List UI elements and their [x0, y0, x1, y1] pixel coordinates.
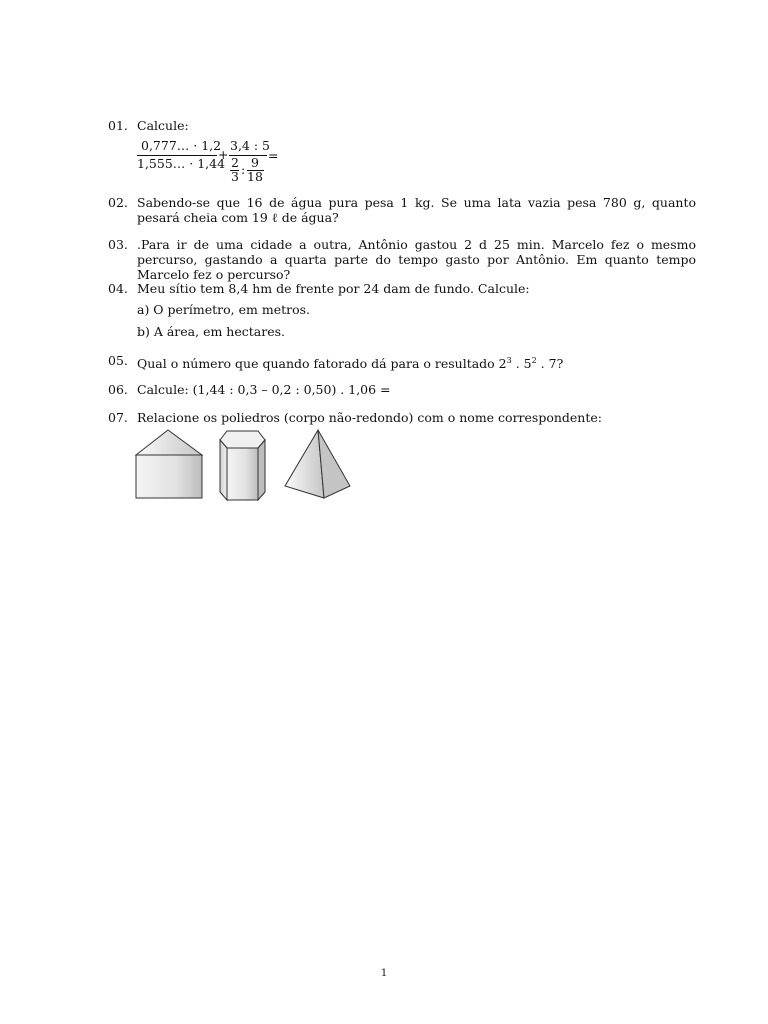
polyhedra-illustrations [134, 428, 356, 502]
pyramid [285, 430, 350, 498]
question-04-item-a: a) O perímetro, em metros. [137, 302, 311, 317]
plus-sign: + [218, 147, 229, 162]
fraction1-denominator: 1,555… · 1,44 [137, 156, 226, 171]
question-text: Sabendo-se que 16 de água pura pesa 1 kg. Se uma lata vazia pesa 780 g, quanto pesará cheia com 19 ℓ de água? [137, 195, 696, 225]
question-04-item-b: b) A área, em hectares. [137, 324, 285, 339]
hexagonal-prism [220, 431, 265, 500]
question-number: 04. [108, 281, 128, 296]
question-text-part: . 5 [511, 356, 532, 372]
question-text: Calcule: [137, 118, 189, 133]
question-04 [108, 281, 696, 296]
question-number: 03. [108, 237, 128, 252]
inner-fraction1-numerator: 2 [231, 155, 239, 170]
fraction1-numerator: 0,777… · 1,2 [141, 138, 222, 153]
question-number: 07. [108, 410, 128, 425]
question-07 [108, 410, 696, 425]
question-number: 01. [108, 118, 128, 133]
exponent: 2 [531, 356, 537, 365]
question-05 [108, 353, 696, 371]
inner-fraction1-denominator: 3 [231, 169, 239, 184]
exponent: 3 [506, 356, 512, 365]
question-06 [108, 382, 696, 397]
question-text: Calcule: (1,44 : 0,3 – 0,2 : 0,50) . 1,06 = [137, 382, 391, 397]
question-01 [108, 118, 696, 133]
inner-fraction2-numerator: 9 [251, 155, 259, 170]
question-text-part: . 7? [536, 356, 564, 372]
question-number: 06. [108, 382, 128, 397]
question-text: .Para ir de uma cidade a outra, Antônio gastou 2 d 25 min. Marcelo fez o mesmo percurso, gastando a quarta parte do tempo gasto por Antônio. Em quanto tempo Marcelo fez o percurso? [137, 237, 696, 282]
question-text: Meu sítio tem 8,4 hm de frente por 24 dam de fundo. Calcule: [137, 281, 530, 296]
question-number: 05. [108, 353, 128, 368]
house-shaped-prism [136, 430, 202, 498]
page-number: 1 [380, 968, 388, 979]
question-text: Relacione os poliedros (corpo não-redondo) com o nome correspondente: [137, 410, 602, 425]
fraction-expression [137, 138, 287, 184]
question-text [137, 353, 696, 371]
inner-fraction2-denominator: 18 [247, 169, 263, 184]
question-02 [108, 195, 696, 225]
question-text-part: Qual o número que quando fatorado dá para o resultado 2 [137, 356, 507, 372]
fraction2-numerator: 3,4 : 5 [230, 138, 270, 153]
question-number: 02. [108, 195, 128, 210]
division-colon: : [241, 162, 246, 177]
question-03 [108, 237, 696, 282]
equals-sign: = [268, 148, 279, 163]
